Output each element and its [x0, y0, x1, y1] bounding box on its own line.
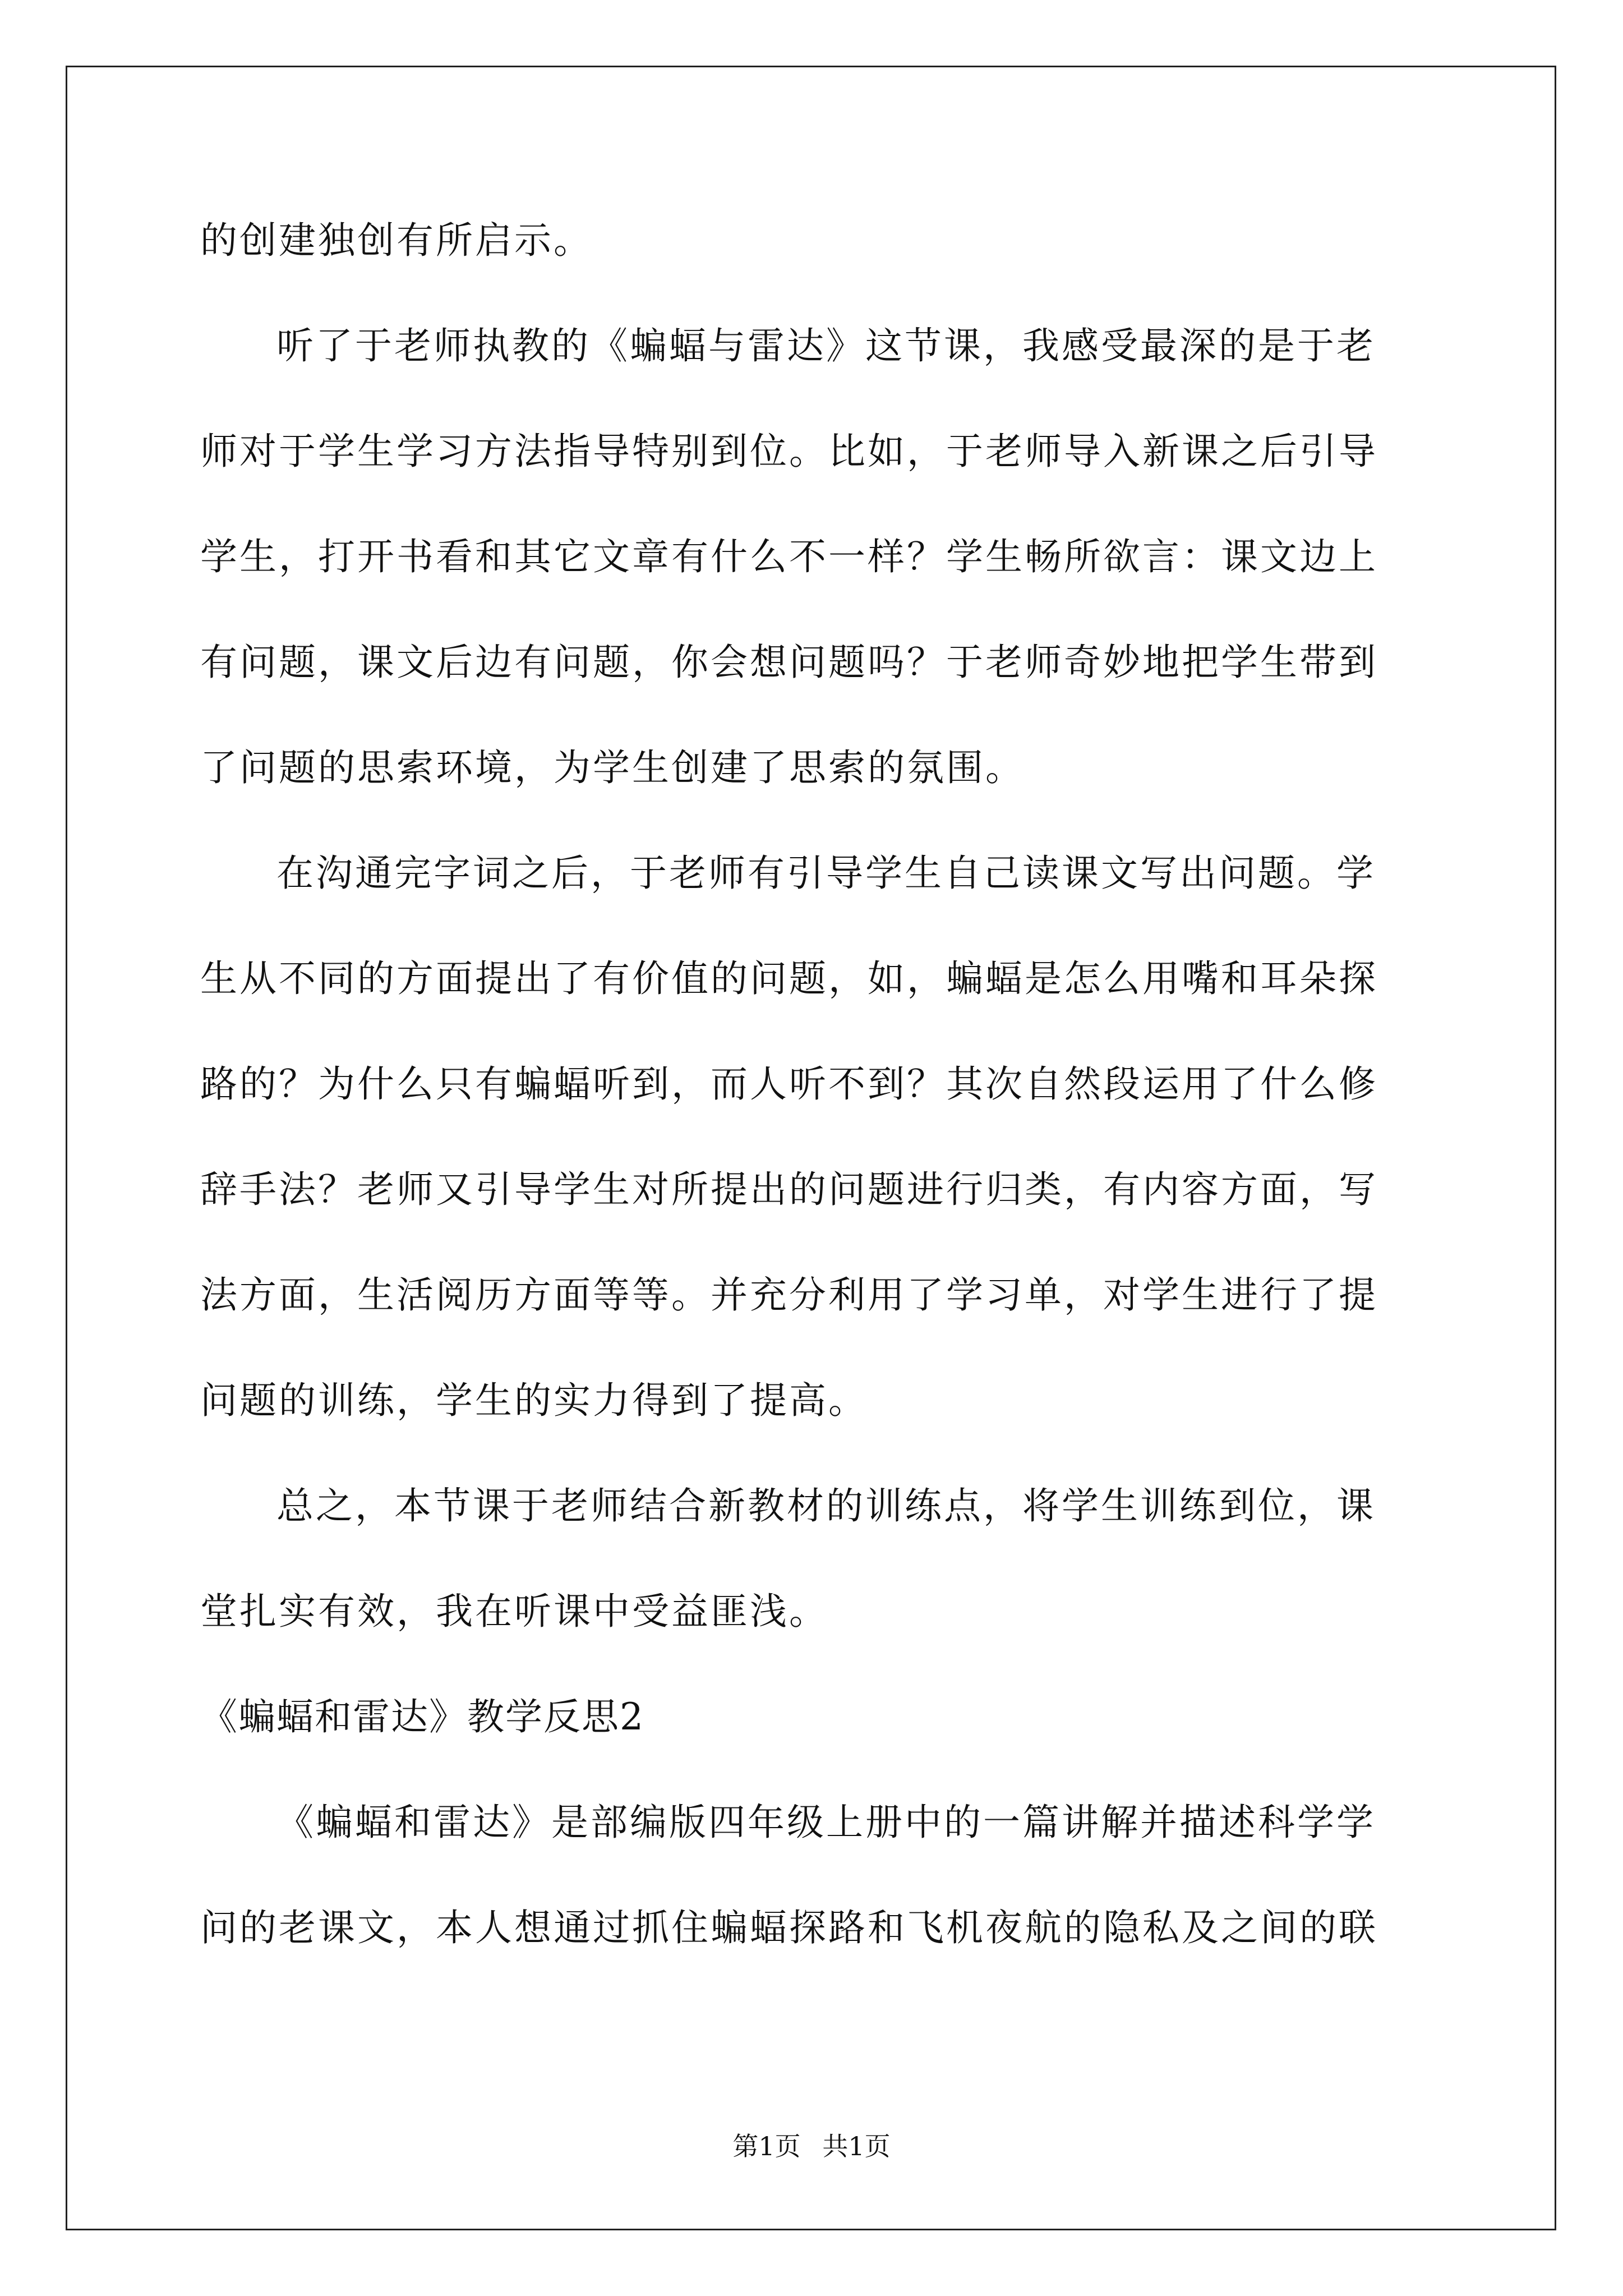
- text-line-2: 听了于老师执教的《蝙蝠与雷达》这节课，我感受最深的是于老: [276, 324, 1376, 367]
- section-heading: 《蝙蝠和雷达》教学反思2: [200, 1695, 644, 1738]
- text-line-14: 堂扎实有效，我在听课中受益匪浅。: [200, 1590, 828, 1633]
- text-line-11: 法方面，生活阅历方面等等。并充分利用了学习单，对学生进行了提: [200, 1273, 1378, 1317]
- document-body: [200, 209, 1423, 2001]
- text-line-10: 辞手法？老师又引导学生对所提出的问题进行归类，有内容方面，写: [200, 1168, 1378, 1211]
- text-line-17: 问的老课文，本人想通过抓住蝙蝠探路和飞机夜航的隐私及之间的联: [200, 1906, 1378, 1949]
- page-footer: [0, 2126, 1623, 2163]
- text-line-4: 学生，打开书看和其它文章有什么不一样？学生畅所欲言：课文边上: [200, 535, 1378, 578]
- text-line-13: 总之，本节课于老师结合新教材的训练点，将学生训练到位，课: [276, 1484, 1376, 1527]
- text-line-9: 路的？为什么只有蝙蝠听到，而人听不到？其次自然段运用了什么修: [200, 1062, 1378, 1106]
- text-line-8: 生从不同的方面提出了有价值的问题，如，蝙蝠是怎么用嘴和耳朵探: [200, 957, 1378, 1000]
- text-line-1: 的创建独创有所启示。: [200, 219, 593, 262]
- text-line-5: 有问题，课文后边有问题，你会想问题吗？于老师奇妙地把学生带到: [200, 641, 1378, 684]
- text-line-12: 问题的训练，学生的实力得到了提高。: [200, 1379, 868, 1422]
- text-line-16: 《蝙蝠和雷达》是部编版四年级上册中的一篇讲解并描述科学学: [276, 1801, 1376, 1844]
- text-line-7: 在沟通完字词之后，于老师有引导学生自己读课文写出问题。学: [276, 852, 1376, 895]
- text-line-6: 了问题的思索环境，为学生创建了思索的氛围。: [200, 746, 1025, 789]
- text-line-3: 师对于学生学习方法指导特别到位。比如，于老师导入新课之后引导: [200, 430, 1378, 473]
- page-number: 第1页: [732, 2131, 801, 2161]
- page-total: 共1页: [822, 2131, 891, 2161]
